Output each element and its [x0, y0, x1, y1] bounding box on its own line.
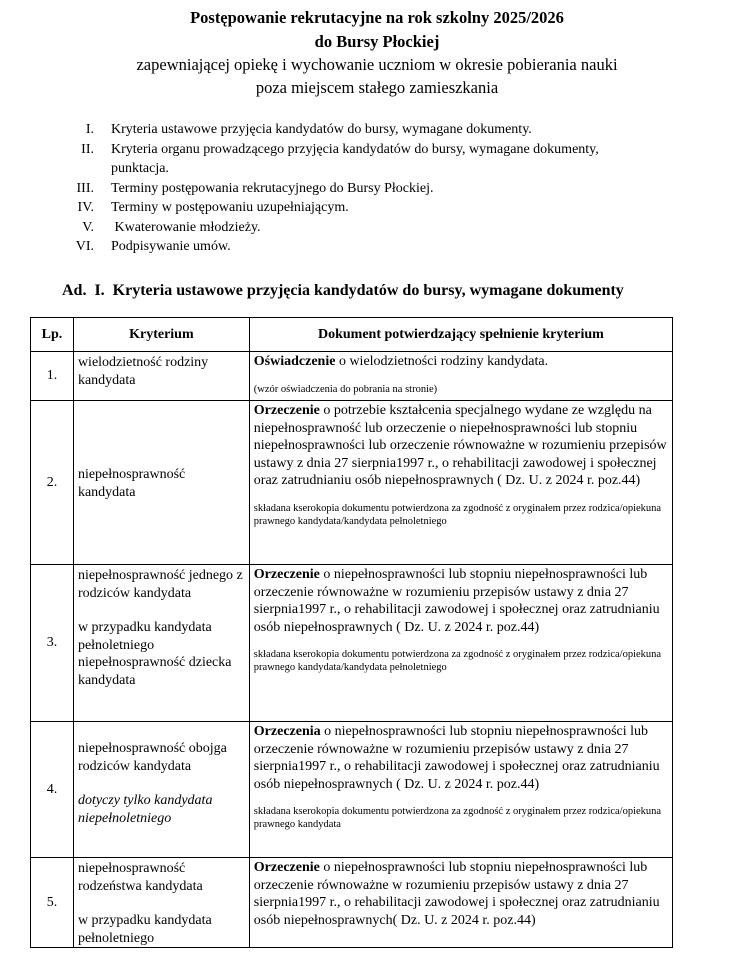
document-kind: Oświadczenie [253, 354, 336, 369]
table-row [31, 352, 673, 401]
toc-text: Terminy w postępowaniu uzupełniającym. [111, 200, 349, 215]
toc-number: VI. [75, 239, 94, 254]
criterion-cell [73, 565, 249, 722]
document-description: o potrzebie kształcenia specjalnego wydane ze względu na niepełnosprawność lub orzeczenie o niepełnosprawności lub stopniu niepełnosprawności lub orzeczenie równoważne w rozumieniu przepisów ustawy z dnia 27 sierpnia1997 r., o rehabilitacji zawodowej i społecznej oraz zatrudnianiu osób niepełnosprawnych ( Dz. U. z 2024 r. poz.44) [253, 403, 667, 488]
document-description: o niepełnosprawności lub stopniu niepełnosprawności lub orzeczenie równoważne w rozumieniu przepisów ustawy z dnia 27 sierpnia1997 r., o rehabilitacji zawodowej i społecznej oraz zatrudnianiu osób niepełnosprawnych ( Dz. U. z 2024 r. poz.44) [253, 567, 660, 635]
document-kind: Orzeczenie [253, 403, 320, 418]
table-row [31, 401, 673, 565]
document-cell [249, 722, 672, 858]
toc-item [0, 218, 754, 238]
document-kind: Orzeczenie [253, 567, 320, 582]
criterion-text: niepełnosprawność jednego z rodziców kandydata [77, 568, 243, 601]
document-description: o wielodzietności rodziny kandydata. [335, 354, 549, 369]
document-kind: Orzeczenia [253, 724, 321, 739]
document-subtitle-line1: zapewniającej opiekę i wychowanie uczniom w okresie pobierania nauki [136, 55, 618, 74]
criterion-extra: w przypadku kandydata pełnoletniego [77, 913, 212, 946]
document-cell [249, 858, 672, 948]
toc-number: I. [85, 122, 94, 137]
criterion-extra: w przypadku kandydata pełnoletniego niepełnosprawność dziecka kandydata [77, 620, 232, 688]
row-number: 4. [31, 722, 74, 858]
toc-text: Kryteria ustawowe przyjęcia kandydatów do bursy, wymagane dokumenty. [111, 122, 532, 137]
table-row [31, 722, 673, 858]
table-header-row [31, 318, 673, 352]
column-header-criterion: Kryterium [73, 318, 249, 352]
document-cell [249, 565, 672, 722]
document-kind: Orzeczenie [253, 860, 320, 875]
criterion-cell [73, 401, 249, 565]
document-note: składana kserokopia dokumentu potwierdzona za zgodność z oryginałem przez rodzica/opiekuna prawnego kandydata/kandydata pełnoletniego [253, 502, 662, 527]
table-row [31, 565, 673, 722]
row-number: 2. [31, 401, 74, 565]
criterion-text: niepełnosprawność obojga rodziców kandydata [77, 741, 227, 774]
document-cell [249, 352, 672, 401]
toc-number: II. [81, 141, 94, 157]
toc-text: Podpisywanie umów. [111, 239, 231, 254]
document-description: o niepełnosprawności lub stopniu niepełnosprawności lub orzeczenie równoważne w rozumieniu przepisów ustawy z dnia 27 sierpnia1997 r., o rehabilitacji zawodowej i społecznej oraz zatrudnianiu osób niepełnosprawnych( Dz. U. z 2024 r. poz.44) [253, 860, 660, 928]
toc-item [0, 140, 754, 179]
document-subtitle-line2: poza miejscem stałego zamieszkania [255, 78, 499, 97]
table-of-contents [0, 120, 754, 257]
criterion-cell: wielodzietność rodziny kandydata [73, 352, 249, 401]
toc-item [0, 179, 754, 199]
criterion-extra: dotyczy tylko kandydata niepełnoletniego [77, 793, 213, 826]
table-row [31, 858, 673, 948]
criteria-table [30, 317, 673, 948]
toc-item [0, 237, 754, 257]
column-header-lp: Lp. [31, 318, 74, 352]
document-note: (wzór oświadczenia do pobrania na stronie) [253, 383, 438, 395]
row-number: 3. [31, 565, 74, 722]
toc-item [0, 120, 754, 140]
criterion-cell [73, 858, 249, 948]
toc-number: III. [76, 180, 94, 196]
criterion-text: niepełnosprawność rodzeństwa kandydata [77, 861, 203, 894]
toc-text: Kryteria organu prowadzącego przyjęcia kandydatów do bursy, wymagane dokumenty, [111, 141, 599, 157]
document-note: składana kserokopia dokumentu potwierdzona za zgodność z oryginałem przez rodzica/opiekuna prawnego kandydata [253, 806, 662, 830]
toc-text: Kwaterowanie młodzieży. [111, 219, 261, 235]
toc-text-continued: punktacja. [111, 161, 169, 176]
row-number: 5. [31, 858, 74, 948]
section-heading: Ad. I. Kryteria ustawowe przyjęcia kandydatów do bursy, wymagane dokumenty [62, 282, 624, 299]
criterion-cell [73, 722, 249, 858]
toc-text: Terminy postępowania rekrutacyjnego do Bursy Płockiej. [111, 180, 434, 196]
document-note: składana kserokopia dokumentu potwierdzona za zgodność z oryginałem przez rodzica/opiekuna prawnego kandydata/kandydata pełnoletniego [253, 649, 662, 673]
document-description: o niepełnosprawności lub stopniu niepełnosprawności lub orzeczenie równoważne w rozumieniu przepisów ustawy z dnia 27 sierpnia1997 r., o rehabilitacji zawodowej i społecznej oraz zatrudnianiu osób niepełnosprawnych ( Dz. U. z 2024 r. poz.44) [253, 724, 660, 792]
document-title-line1: Postępowanie rekrutacyjne na rok szkolny 2025/2026 [190, 8, 564, 27]
criterion-text: niepełnosprawność kandydata [77, 467, 186, 500]
column-header-document: Dokument potwierdzający spełnienie kryterium [249, 318, 672, 352]
toc-number: V. [82, 219, 94, 235]
toc-item [0, 198, 754, 218]
row-number: 1. [31, 352, 74, 401]
toc-number: IV. [77, 200, 94, 215]
document-cell [249, 401, 672, 565]
document-title-line2: do Bursy Płockiej [314, 32, 440, 51]
